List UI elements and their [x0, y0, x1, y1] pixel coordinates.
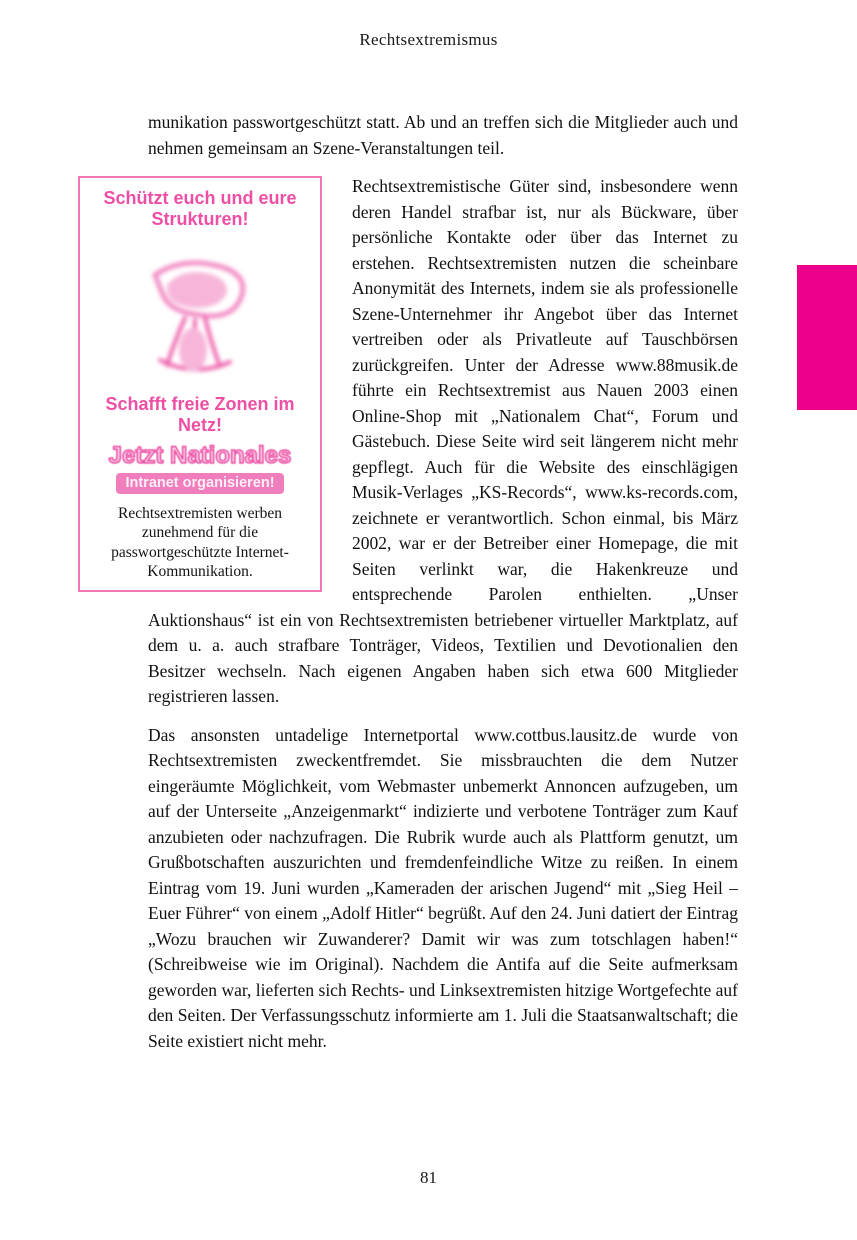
figure-slogan-middle: Schafft freie Zonen im Netz! — [105, 394, 295, 435]
running-header: Rechtsextremismus — [359, 30, 498, 49]
paragraph-internetportal: Das ansonsten untadelige Internetportal www.cottbus.lausitz.de wurde von Rechtsextremisten zweckentfremdet. Sie missbrauchten die dem Nutzer eingeräumte Möglichkeit, vom Webmaster unbemerkt Annoncen aufzugeben, um auf der Unterseite „Anzeigenmarkt“ indizierte und verbotene Tonträger zum Kauf anzubieten oder nachzufragen. Die Rubrik wurde auch als Plattform genutzt, um Grußbotschaften auszurichten und fremdenfeindliche Witze zu reißen. In einem Eintrag vom 19. Juni wurden „Kameraden der arischen Jugend“ mit „Sieg Heil – Euer Führer“ von einem „Adolf Hitler“ begrüßt. Auf den 24. Juni datiert der Eintrag „Wozu brauchen wir Zuwanderer? Damit wir was zum totschlagen haben!“ (Schreibweise wie im Original). Nachdem die Antifa auf die Seite aufmerksam geworden war, lieferten sich Rechts- und Linksextremisten hitzige Wortgefechte auf den Seiten. Der Verfassungsschutz informierte am 1. Juli die Staatsanwaltschaft; die Seite existiert nicht mehr. — [148, 724, 738, 1051]
blurry-pink-graphic — [115, 240, 285, 388]
figure-slogan-top: Schützt euch und eure Strukturen! — [103, 188, 297, 229]
figure-caption: Rechtsextremisten werben zunehmend für die passwortgeschützte Internet-Kommunikation. — [111, 504, 289, 580]
propaganda-figure — [78, 176, 322, 592]
page-number: 81 — [420, 1168, 437, 1187]
paragraph-continuation: munikation passwortgeschützt statt. Ab und an treffen sich die Mitglieder auch und nehmen gemeinsam an Szene-Veranstaltungen teil. — [148, 112, 738, 158]
chapter-edge-tab — [797, 265, 857, 410]
propaganda-graphic-icon — [115, 240, 285, 388]
paragraph-with-figure — [103, 174, 738, 710]
figure-slogan-bubble: Jetzt Nationales — [108, 442, 292, 469]
figure-slogan-bar: Intranet organisieren! — [116, 473, 283, 494]
body-content — [103, 110, 738, 1067]
paragraph-main: Rechtsextremistische Güter sind, insbesondere wenn deren Handel strafbar ist, nur als Bückware, über persönliche Kontakte oder über das Internet zu erstehen. Rechtsextremisten nutzen die scheinbare Anonymität des Internets, indem sie als professionelle Szene-Unternehmer ihr Angebot über das Internet vertreiben oder als Privatleute auf Tauschbörsen zurückgreifen. Unter der Adresse www.88musik.de führte ein Rechtsextremist aus Nauen 2003 einen Online-Shop mit „Nationalem Chat“, Forum und Gästebuch. Diese Seite wird seit längerem nicht mehr gepflegt. Auch für die Website des einschlägigen Musik-Verlages „KS-Records“, www.ks-records.com, zeichnete er verantwortlich. Schon einmal, bis März 2002, war er der Betreiber einer Homepage, die mit Seiten verlinkt war, die Hakenkreuze und entsprechende Parolen enthielten. „Unser Auktionshaus“ ist ein von Rechtsextremisten betriebener virtueller Marktplatz, auf dem u. a. auch strafbare Tonträger, Videos, Textilien und Devotionalien den Besitzer wechseln. Nach eigenen Angaben haben sich etwa 600 Mitglieder registrieren lassen. — [148, 176, 738, 706]
